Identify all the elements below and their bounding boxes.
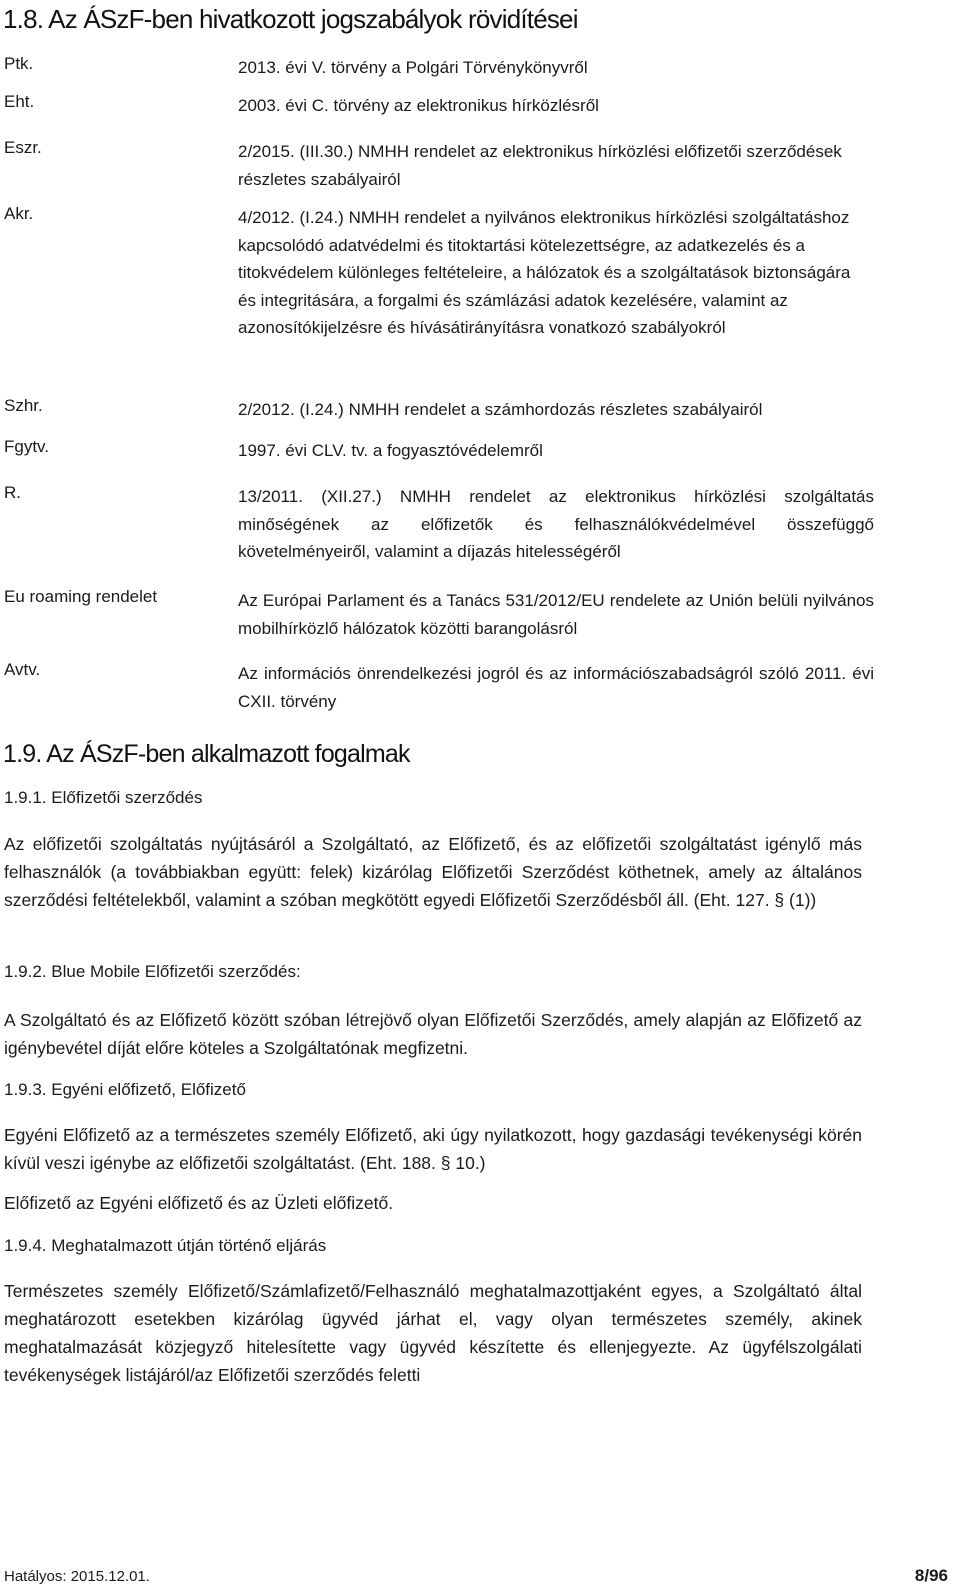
- abbreviation-value: 13/2011. (XII.27.) NMHH rendelet az elektronikus hírközlési szolgáltatás minőségének az előfizetők és felhasználókvédelmével összefüggő követelményeiről, valamint a díjazás hitelességéről: [238, 487, 874, 561]
- paragraph-1-9-4: Természetes személy Előfizető/Számlafizető/Felhasználó meghatalmazottjaként egyes, a Szolgáltató által meghatározott esetekben kizárólag ügyvéd járhat el, vagy olyan természetes személy, akinek meghatalmazását közjegyző hitelesítette vagy ügyvéd készítette és ellenjegyezte. Az ügyfélszolgálati tevékenységek listájáról/az Előfizetői szerződés feletti: [4, 1281, 862, 1385]
- abbreviation-key: Akr.: [4, 204, 34, 223]
- abbreviation-key: Ptk.: [4, 54, 34, 73]
- paragraph-1-9-3-b: Előfizető az Egyéni előfizető és az Üzleti előfizető.: [4, 1193, 394, 1213]
- abbreviation-value: 1997. évi CLV. tv. a fogyasztóvédelemről: [238, 441, 543, 460]
- abbreviation-value: 2/2015. (III.30.) NMHH rendelet az elektronikus hírközlési előfizetői szerződések részletes szabályairól: [238, 142, 842, 189]
- abbreviation-key: Eu roaming rendelet: [4, 587, 158, 606]
- abbreviation-key: Eszr.: [4, 138, 42, 157]
- footer-effective-date: Hatályos: 2015.12.01.: [4, 1568, 150, 1585]
- abbreviation-key: R.: [4, 483, 21, 502]
- subsection-title-1-9-2: 1.9.2. Blue Mobile Előfizetői szerződés:: [4, 962, 301, 981]
- abbreviation-value: 2/2012. (I.24.) NMHH rendelet a számhordozás részletes szabályairól: [238, 400, 763, 419]
- abbreviation-value: Az információs önrendelkezési jogról és az információszabadságról szóló 2011. évi CXII. törvény: [238, 664, 874, 711]
- abbreviation-key: Fgytv.: [4, 437, 50, 456]
- footer-page-number: 8/96: [914, 1566, 948, 1585]
- abbreviation-key: Avtv.: [4, 660, 41, 679]
- subsection-title-1-9-3: 1.9.3. Egyéni előfizető, Előfizető: [4, 1080, 246, 1099]
- abbreviation-key: Szhr.: [4, 396, 43, 415]
- abbreviation-value: 4/2012. (I.24.) NMHH rendelet a nyilvános elektronikus hírközlési szolgáltatáshoz kapcsolódó adatvédelmi és titoktartási kötelezettségre, az adatkezelés és a titokvédelem különleges feltételeire, a hálózatok és a szolgáltatások biztonságára és integritására, a forgalmi és számlázási adatok kezelésére, valamint az azonosítókijelzésre és hívásátirányításra vonatkozó szabályokról: [238, 208, 851, 337]
- section-heading-1-8: 1.8. Az ÁSzF-ben hivatkozott jogszabályok rövidítései: [3, 4, 578, 34]
- paragraph-1-9-2: A Szolgáltató és az Előfizető között szóban létrejövő olyan Előfizetői Szerződés, amely alapján az Előfizető az igénybevétel díját előre köteles a Szolgáltatónak megfizetni.: [4, 1010, 862, 1058]
- paragraph-1-9-1: Az előfizetői szolgáltatás nyújtásáról a Szolgáltató, az Előfizető, és az előfizetői szolgáltatást igénylő más felhasználók (a továbbiakban együtt: felek) kizárólag Előfizetői Szerződést köthetnek, amely az általános szerződési feltételekből, valamint a szóban megkötött egyedi Előfizetői Szerződésből áll. (Eht. 127. § (1)): [4, 834, 862, 910]
- paragraph-1-9-3: Egyéni Előfizető az a természetes személy Előfizető, aki úgy nyilatkozott, hogy gazdasági tevékenységi körén kívül veszi igénybe az előfizetői szolgáltatást. (Eht. 188. § 10.): [4, 1125, 862, 1173]
- abbreviation-value: 2003. évi C. törvény az elektronikus hírközlésről: [238, 96, 599, 115]
- abbreviation-value: Az Európai Parlament és a Tanács 531/2012/EU rendelete az Unión belüli nyilvános mobilhírközlő hálózatok közötti barangolásról: [238, 591, 874, 638]
- subsection-title-1-9-4: 1.9.4. Meghatalmazott útján történő eljárás: [4, 1236, 327, 1255]
- abbreviation-value: 2013. évi V. törvény a Polgári Törvénykönyvről: [238, 58, 588, 77]
- abbreviation-key: Eht.: [4, 92, 35, 111]
- section-heading-1-9: 1.9. Az ÁSzF-ben alkalmazott fogalmak: [3, 740, 410, 768]
- subsection-title-1-9-1: 1.9.1. Előfizetői szerződés: [4, 788, 203, 807]
